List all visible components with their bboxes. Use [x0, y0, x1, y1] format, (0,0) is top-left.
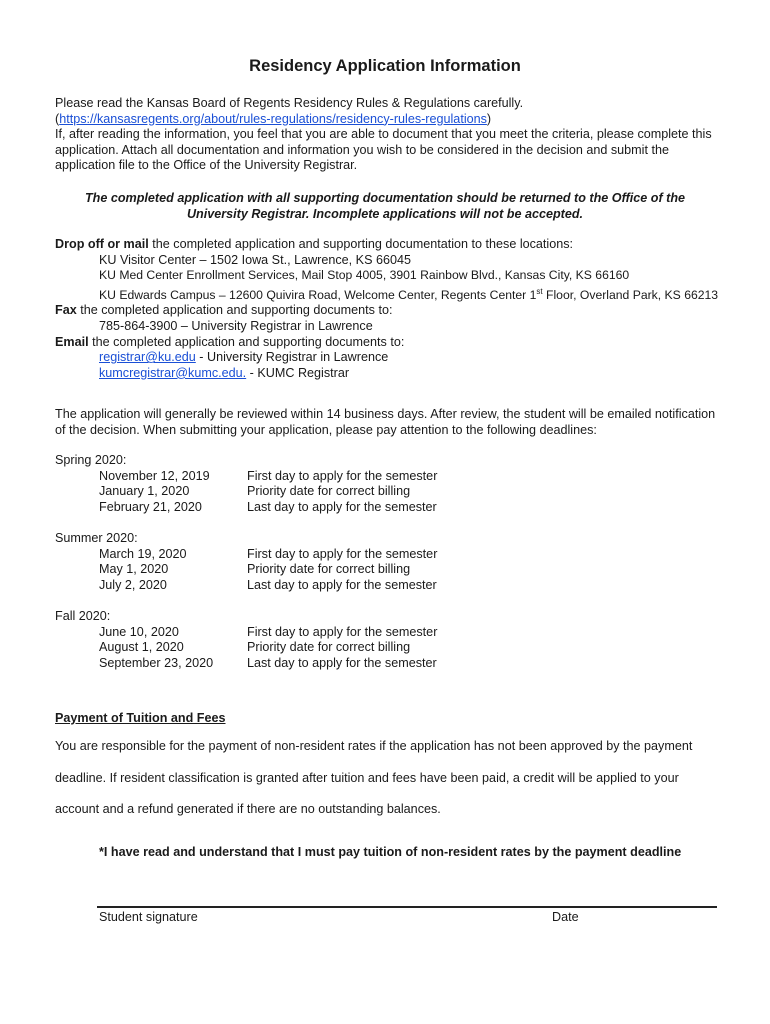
deadline-desc: Last day to apply for the semester [247, 577, 437, 592]
kumc-email-link[interactable]: kumcregistrar@kumc.edu. [99, 365, 247, 380]
deadline-date: July 2, 2020 [99, 577, 167, 592]
deadline-desc: Last day to apply for the semester [247, 655, 437, 670]
deadline-date: January 1, 2020 [99, 484, 190, 499]
dropoff-text: the completed application and supporting documentation to these locations: [148, 237, 574, 251]
deadline-desc: Priority date for correct billing [247, 484, 411, 499]
fax-number: 785-864-3900 – University Registrar in Lawrence [99, 319, 373, 334]
email-kumc-line [55, 366, 735, 382]
email-text: the completed application and supporting documents to: [88, 334, 405, 349]
signature-line[interactable] [97, 906, 717, 908]
term-name: Fall 2020: [55, 608, 111, 623]
email-line [55, 335, 735, 351]
term-name: Summer 2020: [55, 530, 138, 545]
deadline-desc: First day to apply for the semester [247, 624, 438, 639]
deadline-desc: First day to apply for the semester [247, 468, 438, 483]
submission-methods [55, 237, 735, 381]
deadline-date: August 1, 2020 [99, 640, 184, 655]
date-label: Date [552, 910, 579, 924]
deadline-desc: Last day to apply for the semester [247, 499, 437, 514]
deadline-date: May 1, 2020 [99, 562, 169, 577]
acknowledgement-statement: *I have read and understand that I must pay tuition of non-resident rates by the payment deadline [99, 845, 682, 859]
deadline-row [55, 484, 715, 500]
fax-text: the completed application and supporting documents to: [76, 303, 393, 318]
edwards-post: Floor, Overland Park, KS 66213 [542, 287, 719, 302]
term-fall [55, 609, 715, 671]
payment-section [55, 711, 725, 826]
payment-heading: Payment of Tuition and Fees [55, 711, 226, 725]
payment-body: You are responsible for the payment of non-resident rates if the application has not been approved by the payment deadline. If resident classification is granted after tuition and fees have been paid, a credit will be applied to your account and a refund generated if there are no outstanding balances. [55, 739, 693, 816]
term-spring [55, 453, 715, 515]
fax-label: Fax [55, 303, 77, 318]
student-signature-label: Student signature [99, 910, 198, 924]
location-med-center: KU Med Center Enrollment Services, Mail Stop 4005, 3901 Rainbow Blvd., Kansas City, KS 66160 [99, 268, 630, 283]
paren-close: ) [486, 111, 492, 126]
review-paragraph: The application will generally be reviewed within 14 business days. After review, the student will be emailed notification of the decision. When submitting your application, please pay attention to the following deadlines: [55, 407, 716, 437]
intro-body: If, after reading the information, you feel that you are able to document that you meet the criteria, please complete this application. Attach all documentation and information you wish to be considered in the decision and submit the application file to the Office of the University Registrar. [55, 127, 712, 173]
deadline-row [55, 578, 715, 594]
deadline-desc: Priority date for correct billing [247, 562, 411, 577]
location-visitor-center: KU Visitor Center – 1502 Iowa St., Lawrence, KS 66045 [99, 252, 411, 267]
registrar-email-desc: - University Registrar in Lawrence [195, 350, 389, 365]
page-title: Residency Application Information [249, 57, 521, 75]
deadline-row [55, 625, 715, 641]
deadline-date: February 21, 2020 [99, 499, 202, 514]
edwards-pre: KU Edwards Campus – 12600 Quivira Road, Welcome Center, Regents Center 1 [99, 287, 537, 302]
deadline-row [55, 469, 715, 485]
regulations-link-line [55, 112, 715, 128]
dropoff-label: Drop off or mail [55, 237, 149, 251]
deadline-date: June 10, 2020 [99, 624, 179, 639]
deadline-date: March 19, 2020 [99, 546, 187, 561]
email-label: Email [55, 334, 89, 349]
edwards-sup: st [536, 286, 543, 296]
kumc-email-desc: - KUMC Registrar [246, 365, 350, 380]
intro-paragraph [55, 96, 715, 174]
deadline-row [55, 656, 715, 672]
intro-line: Please read the Kansas Board of Regents Residency Rules & Regulations carefully. [55, 96, 524, 110]
deadline-desc: First day to apply for the semester [247, 546, 438, 561]
paren-open: ( [55, 111, 60, 126]
deadline-row [55, 500, 715, 516]
deadline-row [55, 547, 715, 563]
deadline-date: September 23, 2020 [99, 655, 214, 670]
term-name: Spring 2020: [55, 453, 127, 467]
deadline-row [55, 640, 715, 656]
dropoff-line [55, 237, 735, 253]
fax-line [55, 303, 735, 319]
deadlines-section [55, 453, 715, 687]
deadline-date: November 12, 2019 [99, 468, 210, 483]
deadline-desc: Priority date for correct billing [247, 640, 411, 655]
location-edwards-campus [55, 284, 735, 304]
email-registrar-line [55, 350, 735, 366]
regulations-link[interactable]: https://kansasregents.org/about/rules-regulations/residency-rules-regulations [59, 111, 487, 126]
term-summer [55, 531, 715, 593]
deadline-row [55, 562, 715, 578]
registrar-email-link[interactable]: registrar@ku.edu [99, 350, 196, 365]
submission-notice: The completed application with all supporting documentation should be returned to the Office of the University Registrar. Incomplete applications will not be accepted. [84, 191, 686, 221]
